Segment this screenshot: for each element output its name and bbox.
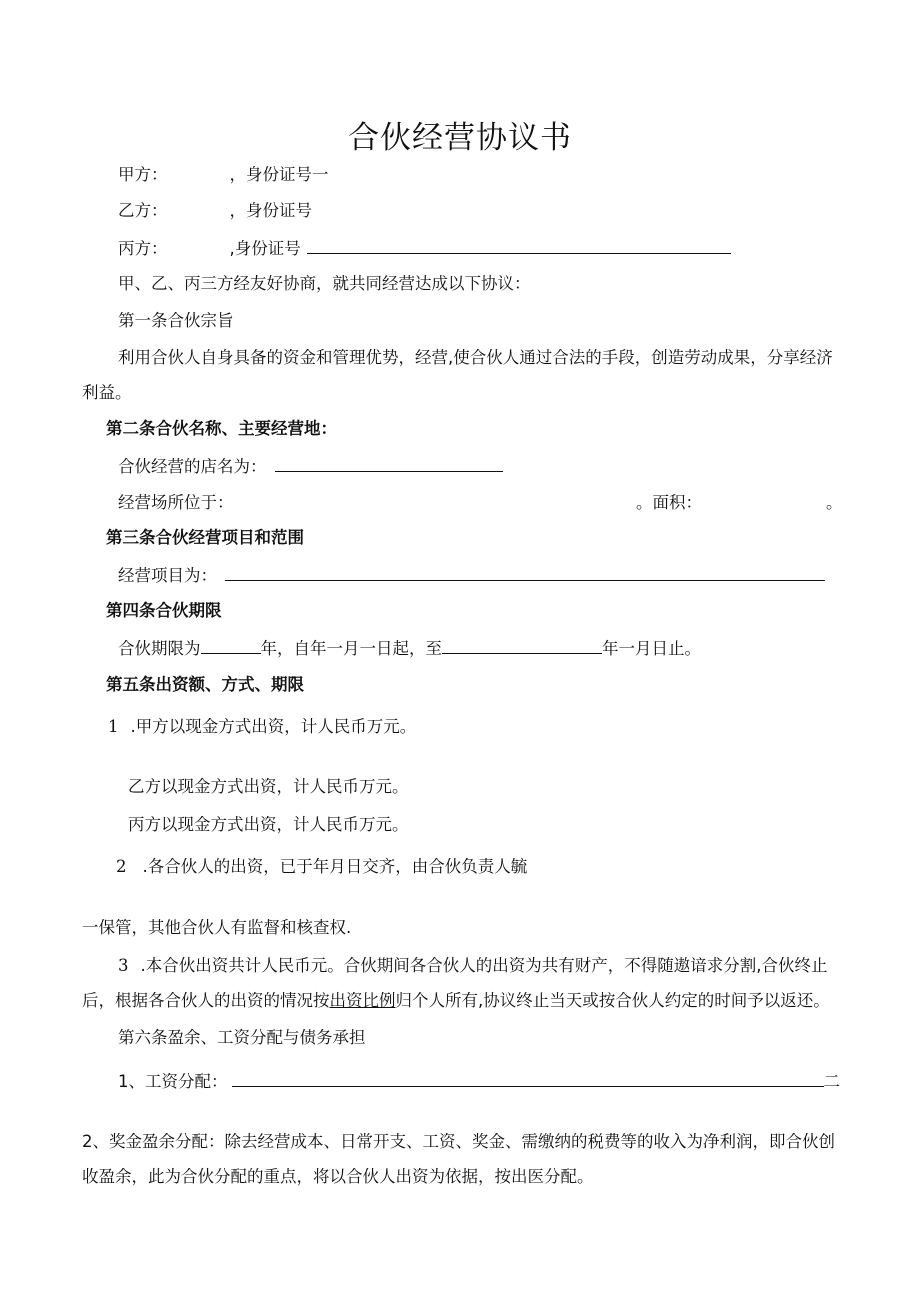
article-5-heading: 第五条出资额、方式、期限 xyxy=(106,675,304,694)
bonus-line-1 xyxy=(82,1131,835,1153)
location-label: 经营场所位于： xyxy=(118,493,234,512)
bonus-line-2: 收盈余，此为合伙分配的重点，将以合伙人出资为依据，按出医分配。 xyxy=(82,1167,594,1186)
contribution-item-3b xyxy=(82,990,830,1012)
wage-number: 1、 xyxy=(118,1072,145,1091)
item-1-number: 1 xyxy=(108,717,119,736)
contribution-item-2b: 一保管，其他合伙人有监督和核查权. xyxy=(82,918,352,937)
document-title: 合伙经营协议书 xyxy=(348,120,572,156)
contribution-item-1c: 丙方以现金方式出资，计人民币万元。 xyxy=(128,815,409,834)
shop-name-label: 合伙经营的店名为： xyxy=(118,457,267,476)
term-end-blank xyxy=(442,637,602,654)
item-3b-underlined: 出资比例 xyxy=(329,991,396,1010)
term-years-blank xyxy=(201,637,261,654)
party-c-label: 丙方： xyxy=(118,239,168,258)
shop-name-line xyxy=(118,455,503,478)
term-line xyxy=(118,637,701,660)
item-3b-text-post: 归个人所有,协议终止当天或按合伙人约定的时间予以返还。 xyxy=(395,991,830,1010)
wage-label: 工资分配： xyxy=(145,1072,228,1091)
contribution-item-1b: 乙方以现金方式出资，计人民币万元。 xyxy=(128,777,409,796)
item-3b-text-pre: 后，根据各合伙人的出资的情况按 xyxy=(82,991,330,1010)
wage-line xyxy=(118,1070,840,1093)
item-2-number: 2 xyxy=(116,857,127,876)
party-c-id-label: ,身份证号 xyxy=(229,239,301,258)
item-3-number: 3 xyxy=(118,956,129,975)
party-a-label: 甲方： xyxy=(118,165,168,184)
scope-blank xyxy=(225,564,825,581)
article-1-text-line1: 利用合伙人自身具备的资金和管理优势，经营,使合伙人通过合法的手段，创造劳动成果，分享经济 xyxy=(118,348,833,367)
article-3-heading: 第三条合伙经营项目和范围 xyxy=(106,528,304,547)
bonus-number: 2、 xyxy=(82,1132,109,1151)
shop-name-blank xyxy=(275,455,503,472)
party-c-id-blank xyxy=(307,237,731,254)
article-6-heading: 第六条盈余、工资分配与债务承担 xyxy=(118,1028,366,1047)
article-1-text-line2: 利益。 xyxy=(82,383,132,402)
term-text-2: 年，自年一月一日起，至 xyxy=(260,639,442,658)
scope-label: 经营项目为： xyxy=(118,566,217,585)
area-end-mark: 。 xyxy=(826,493,843,512)
wage-blank xyxy=(232,1070,824,1087)
party-a-line xyxy=(118,164,329,186)
party-b-line xyxy=(118,200,312,222)
term-text-1: 合伙期限为 xyxy=(118,639,201,658)
contribution-item-1 xyxy=(108,716,416,738)
party-a-id-label: ，身份证号一 xyxy=(229,165,329,184)
bonus-text-1: 奖金盈余分配：除去经营成本、日常开支、工资、奖金、需缴纳的税费等的收入为净利润，即合伙创 xyxy=(109,1132,835,1151)
wage-end: 二 xyxy=(823,1072,840,1091)
party-c-line xyxy=(118,237,731,260)
party-b-id-label: ，身份证号 xyxy=(229,201,312,220)
party-b-label: 乙方： xyxy=(118,201,168,220)
article-4-heading: 第四条合伙期限 xyxy=(106,601,222,620)
intro-text: 甲、乙、丙三方经友好协商，就共同经营达成以下协议： xyxy=(118,274,531,293)
article-1-heading: 第一条合伙宗旨 xyxy=(118,311,234,330)
area-label: 。面积： xyxy=(636,493,702,512)
item-2-text: .各合伙人的出资，已于年月日交齐，由合伙负责人毓 xyxy=(142,857,528,876)
item-3-text: .本合伙出资共计人民币元。合伙期间各合伙人的出资为共有财产，不得随遨谙求分割,合伙终止 xyxy=(140,956,828,975)
scope-line xyxy=(118,564,825,587)
article-2-heading: 第二条合伙名称、主要经营地： xyxy=(106,419,337,438)
contribution-item-3 xyxy=(118,955,828,977)
item-1-text: .甲方以现金方式出资，计人民币万元。 xyxy=(130,717,417,736)
term-text-3: 年一月日止。 xyxy=(602,639,701,658)
contribution-item-2 xyxy=(116,856,527,878)
